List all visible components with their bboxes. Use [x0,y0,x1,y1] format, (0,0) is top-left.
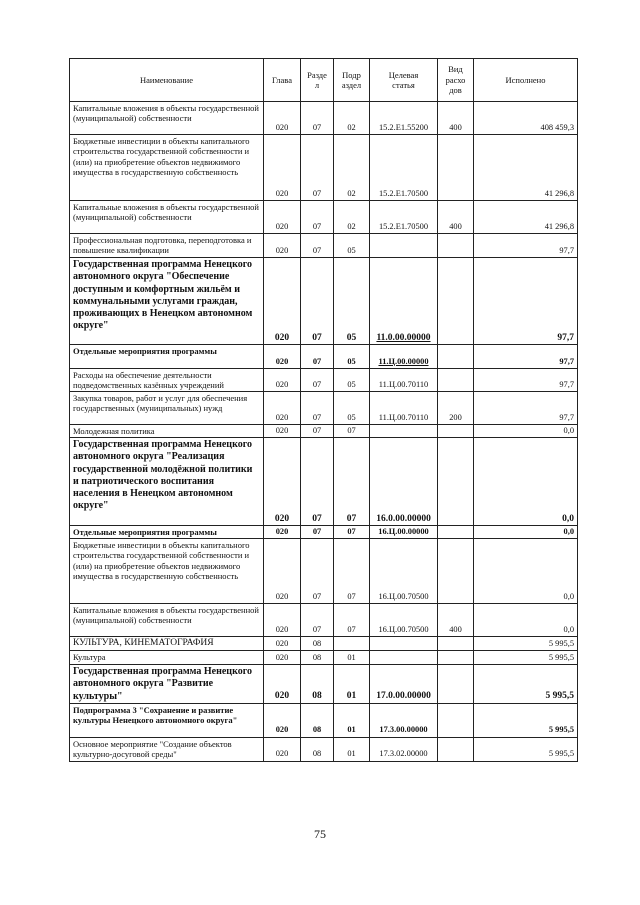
col-header-target: Целевая статья [370,59,438,102]
row-type [438,651,474,665]
row-section: 08 [301,737,334,761]
row-name: Закупка товаров, работ и услуг для обеспечения государственных (муниципальных) нужд [70,392,264,425]
row-name: КУЛЬТУРА, КИНЕМАТОГРАФИЯ [70,637,264,651]
row-subsection: 05 [334,392,370,425]
row-section: 08 [301,665,334,704]
row-type [438,369,474,392]
row-name: Бюджетные инвестиции в объекты капитального строительства государственной собственности и (или) на приобретение объектов недвижимого имущества в государственную собственность [70,539,264,604]
row-section: 07 [301,345,334,369]
row-target [370,637,438,651]
row-section: 07 [301,526,334,539]
table-row [70,665,578,704]
row-executed: 97,7 [474,369,578,392]
row-type [438,737,474,761]
row-name: Государственная программа Ненецкого автономного округа "Развитие культуры" [70,665,264,704]
row-name: Молодежная политика [70,425,264,438]
row-subsection: 07 [334,604,370,637]
row-executed: 5 995,5 [474,665,578,704]
row-chapter: 020 [264,637,301,651]
row-section: 07 [301,201,334,234]
row-type: 400 [438,604,474,637]
row-name: Расходы на обеспечение деятельности подведомственных казённых учреждений [70,369,264,392]
row-executed: 0,0 [474,438,578,526]
row-type: 400 [438,201,474,234]
row-chapter: 020 [264,258,301,345]
row-type: 200 [438,392,474,425]
table-row [70,651,578,665]
row-chapter: 020 [264,703,301,737]
row-target: 15.2.Е1.70500 [370,135,438,201]
row-target: 17.3.02.00000 [370,737,438,761]
row-subsection: 01 [334,703,370,737]
row-section: 07 [301,102,334,135]
row-chapter: 020 [264,651,301,665]
row-target: 11.Ц.00.70110 [370,369,438,392]
table-row [70,201,578,234]
table-row [70,234,578,258]
row-target: 16.Ц.00.70500 [370,604,438,637]
row-type [438,345,474,369]
row-section: 08 [301,651,334,665]
row-section: 07 [301,369,334,392]
row-executed: 41 296,8 [474,201,578,234]
row-name: Профессиональная подготовка, переподготовка и повышение квалификации [70,234,264,258]
row-subsection: 02 [334,201,370,234]
row-chapter: 020 [264,604,301,637]
row-target: 15.2.Е1.70500 [370,201,438,234]
row-chapter: 020 [264,425,301,438]
row-type [438,234,474,258]
row-target [370,234,438,258]
row-subsection [334,637,370,651]
row-chapter: 020 [264,345,301,369]
row-subsection: 02 [334,102,370,135]
row-subsection: 01 [334,665,370,704]
row-chapter: 020 [264,737,301,761]
row-executed: 0,0 [474,539,578,604]
row-section: 07 [301,135,334,201]
row-section: 07 [301,604,334,637]
row-executed: 408 459,3 [474,102,578,135]
table-row [70,135,578,201]
row-target: 16.Ц.00.00000 [370,526,438,539]
row-executed: 0,0 [474,526,578,539]
row-subsection: 05 [334,234,370,258]
row-section: 07 [301,258,334,345]
col-header-chapter: Глава [264,59,301,102]
row-type [438,258,474,345]
row-name: Подпрограмма 3 "Сохранение и развитие культуры Ненецкого автономного округа" [70,703,264,737]
row-target: 16.0.00.00000 [370,438,438,526]
row-section: 07 [301,539,334,604]
table-row [70,637,578,651]
table-row [70,258,578,345]
row-chapter: 020 [264,234,301,258]
table-row [70,526,578,539]
table-row [70,392,578,425]
col-header-section: Разде л [301,59,334,102]
row-type [438,425,474,438]
table-row [70,737,578,761]
row-type [438,539,474,604]
budget-execution-table [69,58,578,762]
row-executed: 97,7 [474,345,578,369]
row-subsection: 07 [334,526,370,539]
row-chapter: 020 [264,438,301,526]
row-executed: 0,0 [474,604,578,637]
row-subsection: 05 [334,258,370,345]
row-name: Капитальные вложения в объекты государственной (муниципальной) собственности [70,604,264,637]
row-target [370,651,438,665]
row-name: Капитальные вложения в объекты государственной (муниципальной) собственности [70,201,264,234]
table-row [70,604,578,637]
row-subsection: 05 [334,345,370,369]
row-section: 07 [301,438,334,526]
row-section: 07 [301,392,334,425]
row-subsection: 02 [334,135,370,201]
row-name: Отдельные мероприятия программы [70,526,264,539]
row-subsection: 01 [334,737,370,761]
row-type: 400 [438,102,474,135]
row-target: 17.3.00.00000 [370,703,438,737]
table-row [70,425,578,438]
row-target: 15.2.Е1.55200 [370,102,438,135]
row-type [438,637,474,651]
row-subsection: 07 [334,438,370,526]
table-row [70,539,578,604]
row-section: 07 [301,425,334,438]
row-name: Капитальные вложения в объекты государственной (муниципальной) собственности [70,102,264,135]
row-type [438,665,474,704]
table-row [70,438,578,526]
row-executed: 5 995,5 [474,703,578,737]
row-executed: 5 995,5 [474,737,578,761]
row-name: Государственная программа Ненецкого автономного округа "Обеспечение доступным и комфортным жильём и коммунальными услугами граждан, проживающих в Ненецком автономном округе" [70,258,264,345]
row-target: 17.0.00.00000 [370,665,438,704]
row-target: 11.Ц.00.70110 [370,392,438,425]
row-type [438,438,474,526]
row-executed: 97,7 [474,258,578,345]
row-section: 07 [301,234,334,258]
row-subsection: 05 [334,369,370,392]
row-name: Культура [70,651,264,665]
row-executed: 41 296,8 [474,135,578,201]
row-executed: 5 995,5 [474,651,578,665]
row-type [438,135,474,201]
row-chapter: 020 [264,665,301,704]
row-chapter: 020 [264,102,301,135]
table-row [70,703,578,737]
row-executed: 97,7 [474,234,578,258]
row-target: 16.Ц.00.70500 [370,539,438,604]
col-header-executed: Исполнено [474,59,578,102]
row-section: 08 [301,703,334,737]
budget-table-container [69,58,577,762]
table-row [70,102,578,135]
row-type [438,526,474,539]
row-type [438,703,474,737]
table-row [70,345,578,369]
col-header-type: Вид расхо дов [438,59,474,102]
row-target [370,425,438,438]
row-executed: 0,0 [474,425,578,438]
col-header-name: Наименование [70,59,264,102]
page-number: 75 [314,827,326,841]
row-name: Государственная программа Ненецкого автономного округа "Реализация государственной молодёжной политики и патриотического воспитания населения в Ненецком автономном округе" [70,438,264,526]
table-header-row [70,59,578,102]
row-chapter: 020 [264,526,301,539]
row-chapter: 020 [264,392,301,425]
row-subsection: 01 [334,651,370,665]
table-row [70,369,578,392]
row-name: Бюджетные инвестиции в объекты капитального строительства государственной собственности и (или) на приобретение объектов недвижимого имущества в государственную собственность [70,135,264,201]
row-executed: 97,7 [474,392,578,425]
row-target: 11.0.00.00000 [370,258,438,345]
row-name: Отдельные мероприятия программы [70,345,264,369]
row-chapter: 020 [264,539,301,604]
row-section: 08 [301,637,334,651]
col-header-subsection: Подр аздел [334,59,370,102]
row-executed: 5 995,5 [474,637,578,651]
row-target: 11.Ц.00.00000 [370,345,438,369]
row-name: Основное мероприятие "Создание объектов культурно-досуговой среды" [70,737,264,761]
row-chapter: 020 [264,135,301,201]
row-chapter: 020 [264,369,301,392]
row-subsection: 07 [334,425,370,438]
row-subsection: 07 [334,539,370,604]
row-chapter: 020 [264,201,301,234]
